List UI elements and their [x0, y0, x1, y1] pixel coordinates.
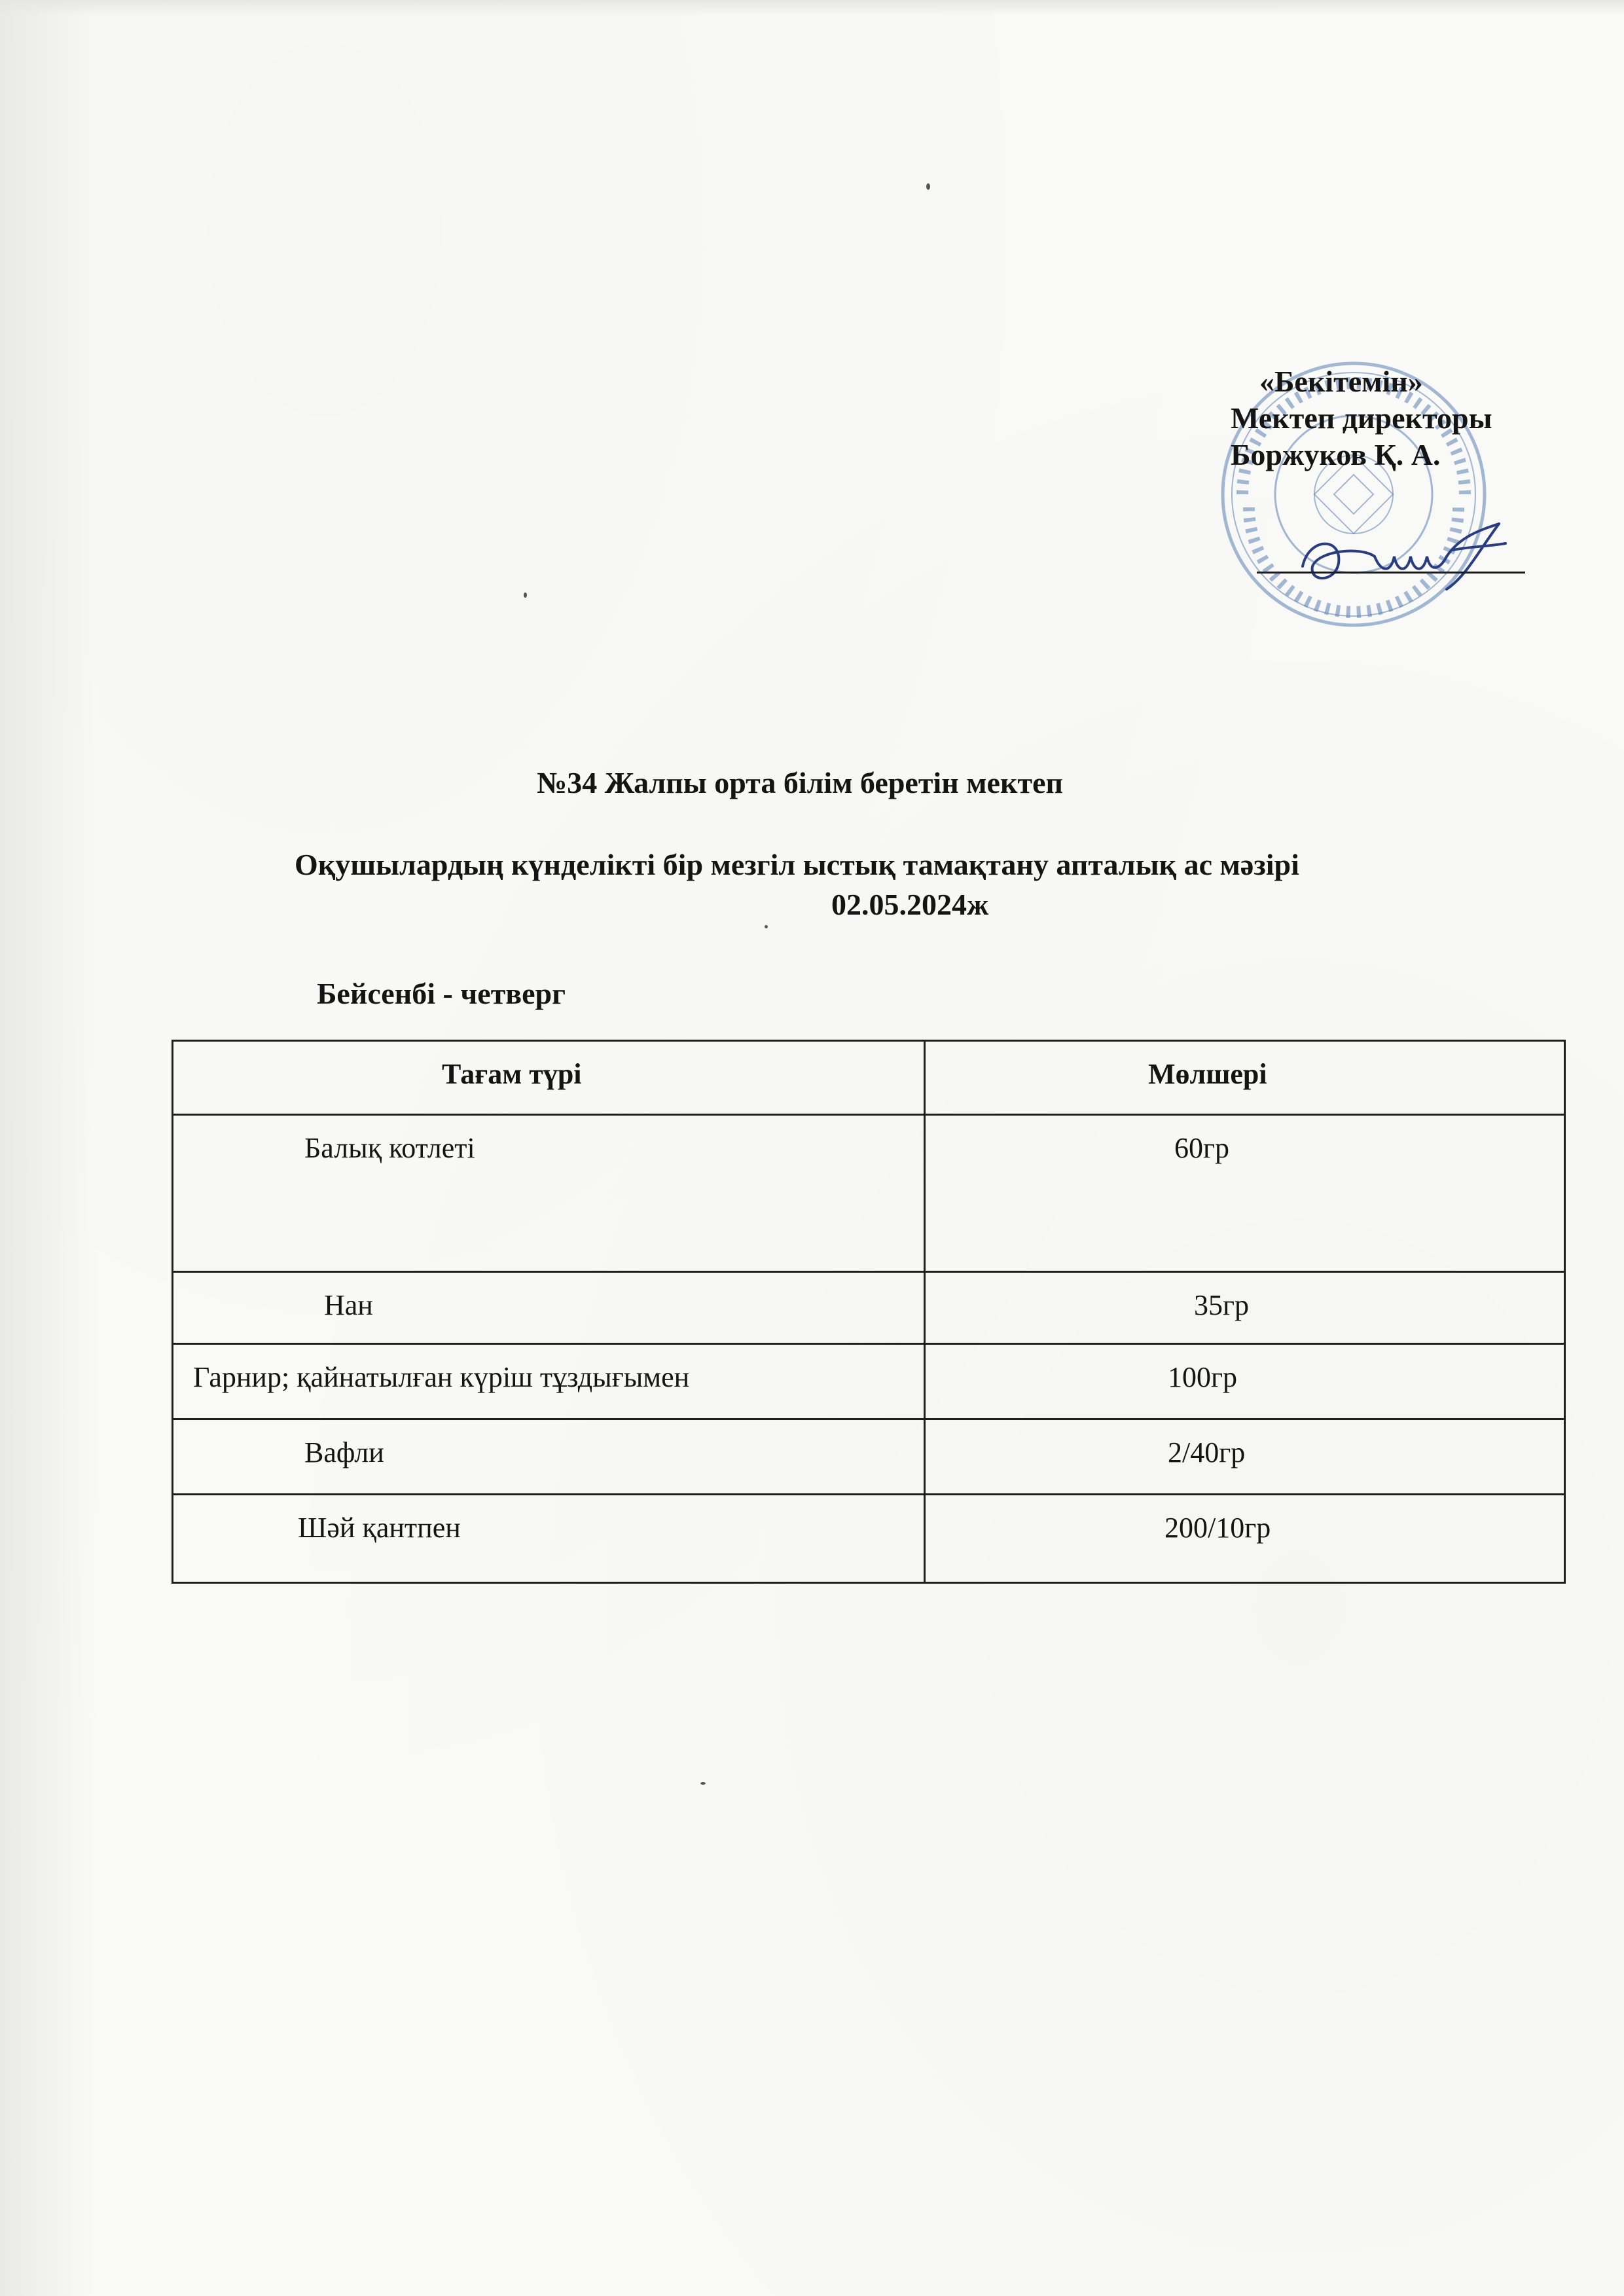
table-row — [173, 1419, 1565, 1495]
director-signature — [1283, 511, 1532, 609]
header-amount-label: Мөлшері — [1148, 1058, 1267, 1090]
table-row — [173, 1495, 1565, 1583]
amount-cell — [925, 1115, 1565, 1272]
scan-shadow-left — [0, 0, 98, 2296]
dish-amount: 35гр — [1194, 1289, 1250, 1321]
header-dish-label: Тағам түрі — [442, 1058, 582, 1090]
dish-amount: 200/10гр — [1164, 1512, 1271, 1544]
approval-block — [1231, 363, 1597, 473]
amount-cell — [925, 1495, 1565, 1583]
signature-line — [1257, 572, 1525, 574]
scan-speck — [700, 1782, 706, 1785]
menu-subtitle: Оқушылардың күнделікті бір мезгіл ыстық тамақтану апталық ас мәзірі — [295, 848, 1299, 881]
dish-name: Нан — [324, 1289, 373, 1321]
dish-name: Гарнир; қайнатылған күріш тұздығымен — [193, 1361, 690, 1393]
dish-amount: 100гр — [1168, 1361, 1238, 1393]
menu-date: 02.05.2024ж — [831, 888, 989, 921]
amount-cell — [925, 1272, 1565, 1344]
dish-cell — [173, 1272, 925, 1344]
approval-name: Боржуков Қ. А. — [1231, 438, 1441, 471]
header-amount — [925, 1041, 1565, 1115]
header-dish — [173, 1041, 925, 1115]
dish-amount: 60гр — [1174, 1132, 1230, 1164]
scan-shadow-top — [0, 0, 1624, 16]
dish-cell — [173, 1495, 925, 1583]
table-row — [173, 1115, 1565, 1272]
dish-cell — [173, 1115, 925, 1272]
school-title: №34 Жалпы орта білім беретін мектеп — [537, 766, 1063, 799]
dish-name: Вафли — [304, 1436, 384, 1468]
dish-cell — [173, 1419, 925, 1495]
table-row — [173, 1272, 1565, 1344]
amount-cell — [925, 1419, 1565, 1495]
weekday-label: Бейсенбі - четверг — [317, 977, 566, 1010]
scan-speck — [926, 183, 930, 190]
approval-heading: «Бекітемін» — [1259, 365, 1423, 398]
dish-amount: 2/40гр — [1168, 1436, 1246, 1468]
amount-cell — [925, 1344, 1565, 1419]
menu-table — [171, 1040, 1566, 1584]
table-header-row — [173, 1041, 1565, 1115]
scan-speck — [765, 925, 768, 928]
approval-position: Мектеп директоры — [1231, 401, 1492, 435]
dish-name: Балық котлеті — [304, 1132, 475, 1164]
dish-cell — [173, 1344, 925, 1419]
scan-speck — [524, 592, 527, 598]
table-row — [173, 1344, 1565, 1419]
dish-name: Шәй қантпен — [298, 1512, 461, 1544]
